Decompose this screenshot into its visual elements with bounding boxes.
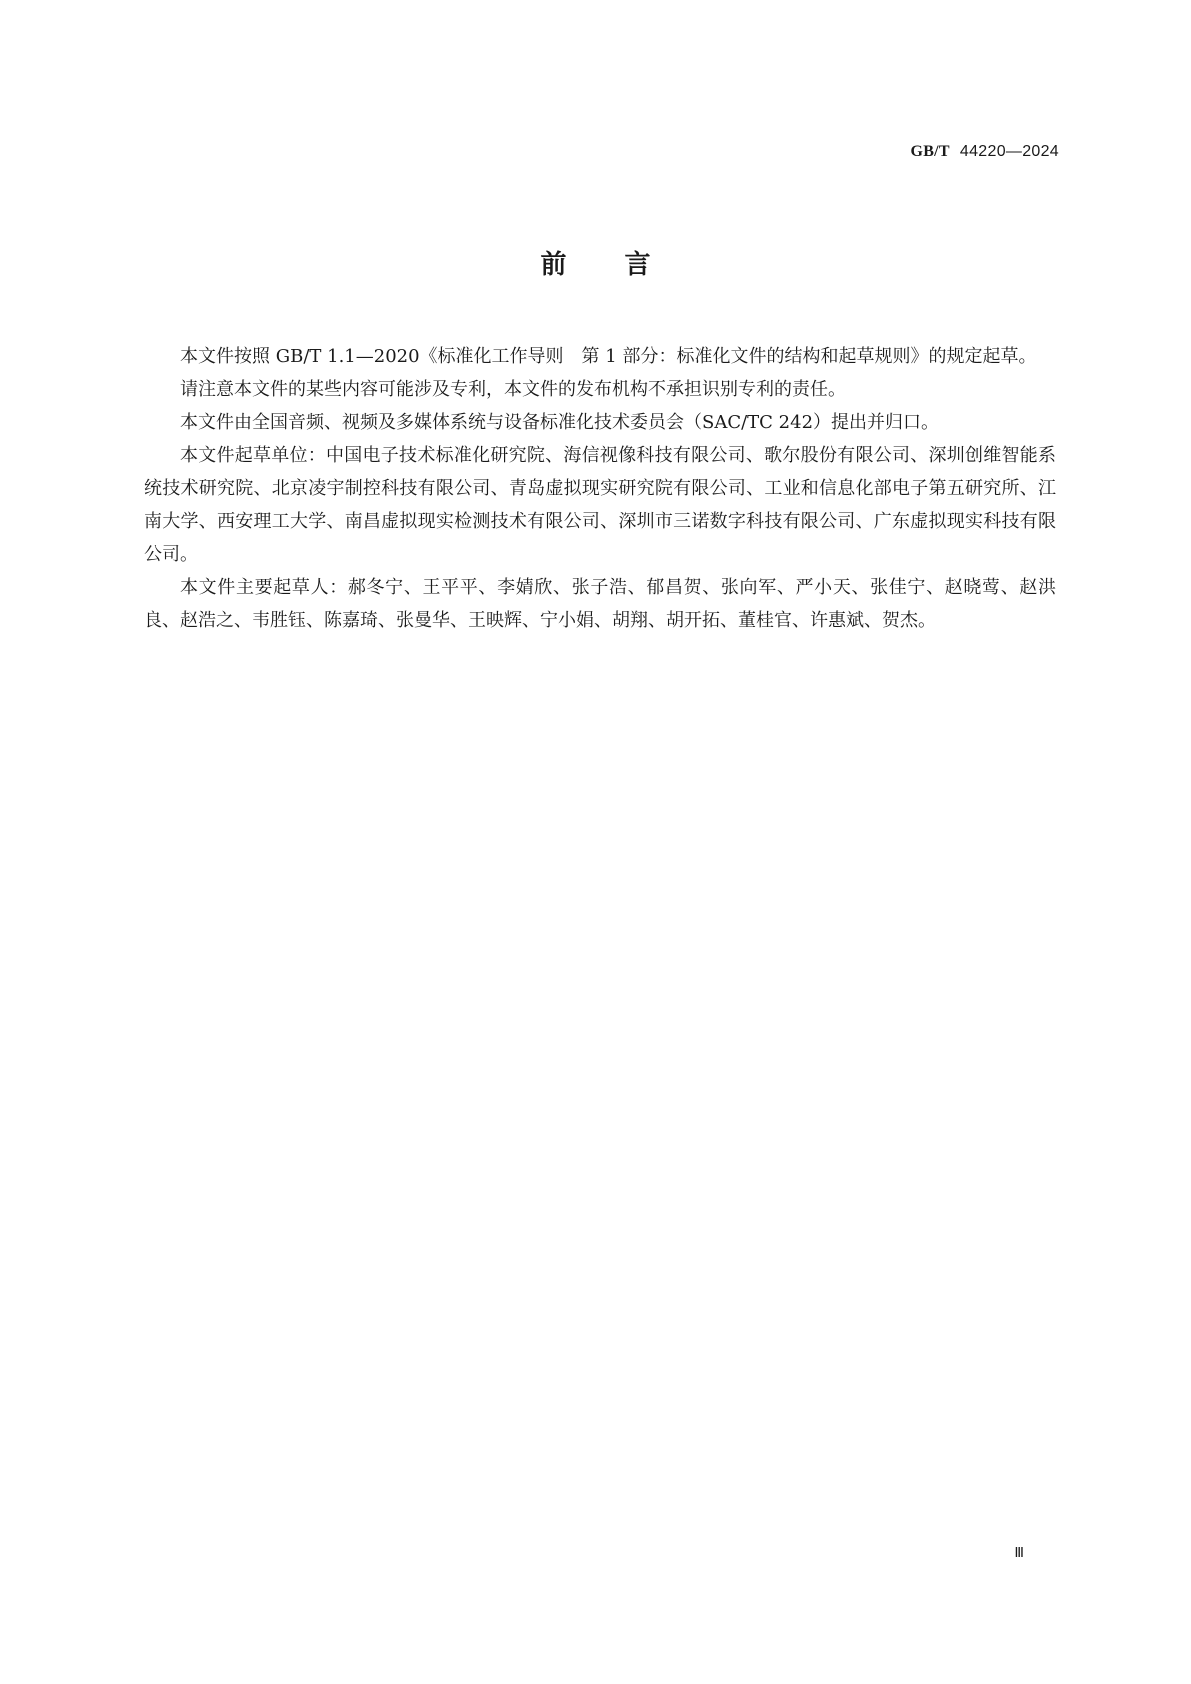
paragraph-drafters: 本文件主要起草人：郝冬宁、王平平、李婧欣、张子浩、郁昌贺、张向军、严小天、张佳宁、赵晓莺、赵洪良、赵浩之、韦胜钰、陈嘉琦、张曼华、王映辉、宁小娟、胡翔、胡开拓、董桂官、许惠斌、贺杰。 [144,577,1056,631]
foreword-body [144,340,1056,637]
standard-code [910,141,1059,161]
page-title: 前言 [540,250,709,280]
paragraph-proposer: 本文件由全国音频、视频及多媒体系统与设备标准化技术委员会（SAC/TC 242）提出并归口。 [180,412,940,433]
paragraph-drafting-organizations: 本文件起草单位：中国电子技术标准化研究院、海信视像科技有限公司、歌尔股份有限公司、深圳创维智能系统技术研究院、北京凌宇制控科技有限公司、青岛虚拟现实研究院有限公司、工业和信息化部电子第五研究所、江南大学、西安理工大学、南昌虚拟现实检测技术有限公司、深圳市三诺数字科技有限公司、广东虚拟现实科技有限公司。 [144,445,1056,565]
paragraph-patent-notice: 请注意本文件的某些内容可能涉及专利，本文件的发布机构不承担识别专利的责任。 [180,379,846,400]
standard-prefix: GB/T [910,143,950,160]
standard-number: 44220—2024 [959,143,1059,160]
page-number: Ⅲ [1014,1546,1024,1561]
paragraph-drafting-rules: 本文件按照 GB/T 1.1—2020《标准化工作导则 第 1 部分：标准化文件的结构和起草规则》的规定起草。 [180,346,1037,367]
